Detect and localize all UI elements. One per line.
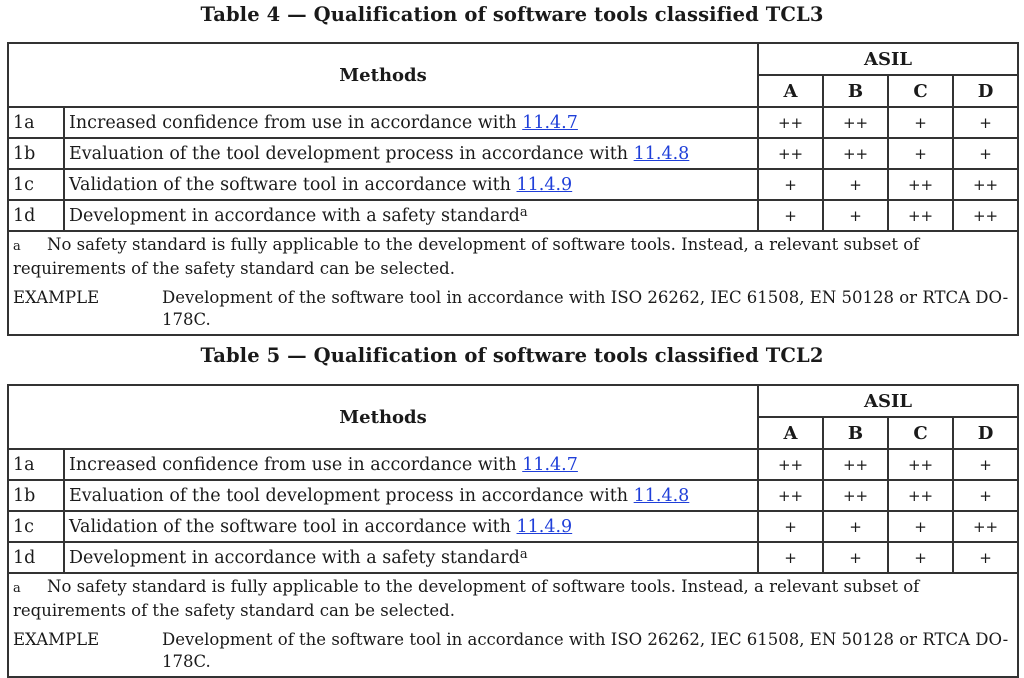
method-id: 1b <box>8 480 64 511</box>
clause-reference-link[interactable]: 11.4.9 <box>516 174 573 195</box>
example-label: EXAMPLE <box>13 630 100 649</box>
method-description <box>64 449 758 480</box>
asil-d-value: + <box>953 480 1018 511</box>
asil-a-value: ++ <box>758 107 823 138</box>
asil-d-value: + <box>953 107 1018 138</box>
method-text: Evaluation of the tool development process in accordance with <box>69 143 634 164</box>
method-id: 1c <box>8 169 64 200</box>
asil-b-value: ++ <box>823 138 888 169</box>
methods-header: Methods <box>8 43 758 107</box>
asil-b-header: B <box>823 75 888 107</box>
method-text: Development in accordance with a safety standard <box>69 205 520 226</box>
asil-c-value: + <box>888 511 953 542</box>
footnote-text: No safety standard is fully applicable to the development of software tools. Instead, a relevant subset of requirements of the safety standard can be selected. <box>13 235 920 278</box>
method-text: Validation of the software tool in accordance with <box>69 174 517 195</box>
method-id: 1d <box>8 200 64 231</box>
method-text: Development in accordance with a safety standard <box>69 547 520 568</box>
method-id: 1c <box>8 511 64 542</box>
table-row <box>8 480 1018 511</box>
asil-d-value: + <box>953 542 1018 573</box>
asil-a-value: ++ <box>758 138 823 169</box>
table-row <box>8 511 1018 542</box>
asil-d-value: ++ <box>953 200 1018 231</box>
asil-a-header: A <box>758 75 823 107</box>
asil-header: ASIL <box>758 43 1018 75</box>
example-note <box>13 629 1013 676</box>
method-id: 1a <box>8 107 64 138</box>
clause-reference-link[interactable]: 11.4.7 <box>522 454 578 475</box>
asil-c-value: ++ <box>888 200 953 231</box>
qualification-table-tcl2 <box>7 384 1019 678</box>
table-row <box>8 542 1018 573</box>
asil-b-value: ++ <box>823 107 888 138</box>
method-text: Increased confidence from use in accordance with <box>69 454 523 475</box>
asil-b-value: + <box>823 200 888 231</box>
table-row <box>8 200 1018 231</box>
asil-a-value: + <box>758 200 823 231</box>
asil-b-value: ++ <box>823 449 888 480</box>
asil-c-value: ++ <box>888 449 953 480</box>
asil-b-header: B <box>823 417 888 449</box>
table-5-block <box>0 341 1024 671</box>
asil-d-header: D <box>953 417 1018 449</box>
asil-b-value: ++ <box>823 480 888 511</box>
asil-c-value: ++ <box>888 480 953 511</box>
method-id: 1a <box>8 449 64 480</box>
asil-a-value: ++ <box>758 480 823 511</box>
method-id: 1d <box>8 542 64 573</box>
method-description <box>64 542 758 573</box>
method-id: 1b <box>8 138 64 169</box>
asil-a-value: ++ <box>758 449 823 480</box>
asil-a-value: + <box>758 511 823 542</box>
asil-d-value: + <box>953 449 1018 480</box>
footnote-mark: a <box>13 581 21 596</box>
asil-c-value: + <box>888 138 953 169</box>
method-text: Increased confidence from use in accordance with <box>69 112 523 133</box>
asil-d-value: + <box>953 138 1018 169</box>
example-text: Development of the software tool in accordance with ISO 26262, IEC 61508, EN 50128 or RTCA DO-178C. <box>162 630 1009 671</box>
qualification-table-tcl3 <box>7 42 1019 336</box>
table-caption: Table 4 — Qualification of software tools classified TCL3 <box>200 3 824 26</box>
footnote-marker: a <box>519 546 528 562</box>
asil-b-value: + <box>823 542 888 573</box>
asil-b-value: + <box>823 511 888 542</box>
method-description <box>64 480 758 511</box>
asil-a-header: A <box>758 417 823 449</box>
clause-reference-link[interactable]: 11.4.9 <box>516 516 573 537</box>
asil-a-value: + <box>758 169 823 200</box>
asil-c-value: + <box>888 542 953 573</box>
example-note <box>13 287 1013 334</box>
clause-reference-link[interactable]: 11.4.7 <box>522 112 578 133</box>
table-notes <box>8 231 1018 335</box>
asil-d-value: ++ <box>953 169 1018 200</box>
asil-b-value: + <box>823 169 888 200</box>
table-row <box>8 138 1018 169</box>
table-4-block <box>0 0 1024 329</box>
footnote <box>13 234 1013 280</box>
method-description <box>64 107 758 138</box>
method-description <box>64 511 758 542</box>
footnote <box>13 576 1013 622</box>
methods-header: Methods <box>8 385 758 449</box>
asil-d-header: D <box>953 75 1018 107</box>
table-row <box>8 169 1018 200</box>
footnote-mark: a <box>13 239 21 254</box>
table-notes <box>8 573 1018 677</box>
example-text: Development of the software tool in accordance with ISO 26262, IEC 61508, EN 50128 or RTCA DO-178C. <box>162 288 1009 329</box>
asil-d-value: ++ <box>953 511 1018 542</box>
method-description <box>64 200 758 231</box>
footnote-text: No safety standard is fully applicable to the development of software tools. Instead, a relevant subset of requirements of the safety standard can be selected. <box>13 577 920 620</box>
asil-c-header: C <box>888 417 953 449</box>
method-text: Validation of the software tool in accordance with <box>69 516 517 537</box>
method-text: Evaluation of the tool development process in accordance with <box>69 485 634 506</box>
asil-header: ASIL <box>758 385 1018 417</box>
asil-c-value: + <box>888 107 953 138</box>
table-row <box>8 449 1018 480</box>
method-description <box>64 169 758 200</box>
asil-a-value: + <box>758 542 823 573</box>
method-description <box>64 138 758 169</box>
asil-c-value: ++ <box>888 169 953 200</box>
footnote-marker: a <box>519 204 528 220</box>
table-row <box>8 107 1018 138</box>
table-caption: Table 5 — Qualification of software tools classified TCL2 <box>200 344 824 367</box>
asil-c-header: C <box>888 75 953 107</box>
example-label: EXAMPLE <box>13 288 100 307</box>
clause-reference-link[interactable]: 11.4.8 <box>633 143 690 164</box>
clause-reference-link[interactable]: 11.4.8 <box>633 485 690 506</box>
